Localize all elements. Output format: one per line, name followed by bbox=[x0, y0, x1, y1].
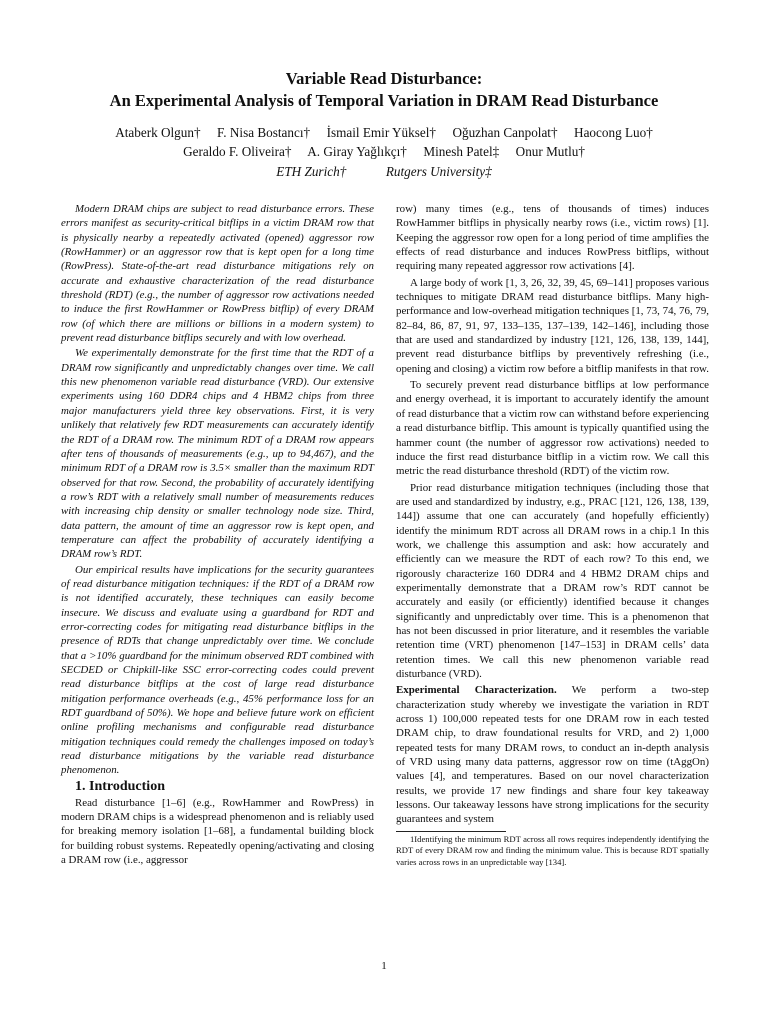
body-paragraph: To securely prevent read disturbance bitflips at low performance and energy overhead, it is important to accurately identify the amount of read disturbance that a victim row can withstand before experiencing a read disturbance bitflip. This amount is typically quantified using the hammer count (the number of aggressor row activations) needed to induce the first read disturbance bitflip in a victim row. We call this metric the read disturbance threshold (RDT) of the victim row. bbox=[396, 379, 709, 478]
paragraph-text: We perform a two-step characterization study whereby we investigate the variation in RDT across 1) 100,000 repeated tests for one DRAM row in each tested DRAM chip, to draw foundational results for VRD, and 2) 1,000 repeated tests for many DRAM rows, to conduct an in-depth analysis of VRD using many data patterns, aggressor row on time (tAggOn) values [4], and temperatures. Based on our novel characterization results, we provide 17 new findings and share four key takeaway lessons. Our takeaway lessons have strong implications for the security guarantees and system bbox=[396, 684, 709, 826]
abstract bbox=[61, 202, 374, 778]
body-paragraph: A large body of work [1, 3, 26, 32, 39, 45, 69–141] proposes various techniques to mitigate DRAM read disturbance bitflips. Many high-performance and low-overhead mitigation techniques [1, 73, 74, 76, 79, 82–84, 86, 87, 91, 97, 133–135, 137–139, 142–146], including those that are used and standardized by industry [121, 126, 138, 139, 144], prevent read disturbance bitflips by preventively refreshing (i.e., opening and closing) a victim row before a bitflip manifests in that row. bbox=[396, 276, 709, 375]
footnote: 1Identifying the minimum RDT across all rows requires independently identifying the RDT of every DRAM row and finding the minimum value. This is because RDT spatially varies across rows in an unpredictable way [134]. bbox=[396, 833, 709, 867]
abstract-paragraph: Modern DRAM chips are subject to read disturbance errors. These errors manifest as security-critical bitflips in a victim DRAM row that is physically nearby a repeatedly activated (opened) aggressor row (RowHammer) or an aggressor row that is kept open for a long time (RowPress). State-of-the-art read disturbance mitigations rely on accurate and exhaustive characterization of the read disturbance threshold (RDT) (e.g., the number of aggressor row activations needed to induce the first RowHammer or RowPress bitflip) of every DRAM row (of which there are millions or billions in a modern system) to prevent read disturbance bitflips securely and with low overhead. bbox=[61, 203, 374, 345]
affiliations: ETH Zurich† Rutgers University‡ bbox=[276, 164, 492, 179]
left-column bbox=[61, 202, 374, 867]
author-list-line-1: Ataberk Olgun† F. Nisa Bostancı† İsmail Emir Yüksel† Oğuzhan Canpolat† Haocong Luo† bbox=[115, 125, 653, 140]
paper-title-line-1: Variable Read Disturbance: bbox=[285, 69, 483, 88]
body-paragraph: row) many times (e.g., tens of thousands of times) induces RowHammer bitflips in physically nearby rows (i.e., victim rows) [1]. Keeping the aggressor row open for a long period of time amplifies the effects of read disturbance and induces RowPress bitflips, without requiring many repeated aggressor row activations [4]. bbox=[396, 203, 709, 273]
section-heading-introduction: 1. Introduction bbox=[75, 778, 165, 794]
run-in-heading: Experimental Characterization. bbox=[396, 684, 557, 697]
footnote-rule bbox=[396, 831, 506, 832]
page-number: 1 bbox=[381, 960, 387, 972]
body-paragraph: Prior read disturbance mitigation techniques (including those that are used and standardized by industry, e.g., PRAC [121, 126, 138, 139, 144]) assume that one can accurately (and hopefully efficiently) identify the minimum RDT across all DRAM rows in a chip.1 In this work, we challenge this assumption and ask: how accurately and efficiently can we measure the RDT of each row? To this end, we rigorously characterize 160 DDR4 and 4 HBM2 DRAM chips and experimentally demonstrate that a DRAM row’s RDT cannot be accurately and easily (or efficiently) identified because it changes significantly and unpredictably over time. This is a phenomenon that has not been discussed in prior literature, and it resembles the variable retention time (VRT) phenomenon [147–153] in DRAM cells’ data retention times. We call this new phenomenon variable read disturbance (VRD). bbox=[396, 481, 709, 680]
author-list-line-2: Geraldo F. Oliveira† A. Giray Yağlıkçı† Minesh Patel‡ Onur Mutlu† bbox=[183, 144, 585, 159]
experimental-characterization-paragraph bbox=[396, 683, 709, 826]
abstract-paragraph: Our empirical results have implications for the security guarantees of read disturbance mitigation techniques: if the RDT of a DRAM row is not identified accurately, these techniques can easily become insecure. We discuss and evaluate using a guardband for RDT and error-correcting codes for mitigating read disturbance bitflips in the presence of RDTs that change unpredictably over time. We conclude that a >10% guardband for the minimum observed RDT combined with SECDED or Chipkill-like SSC error-correcting codes could prevent read disturbance bitflips at the cost of large read disturbance mitigation performance overheads (e.g., 45% performance loss for an RDT guardband of 50%). We hope and believe future work on efficient online profiling mechanisms and configurable read disturbance mitigation techniques could remedy the challenges imposed on today’s read disturbance mitigations by the variable read disturbance phenomenon. bbox=[61, 563, 374, 777]
abstract-paragraph: We experimentally demonstrate for the first time that the RDT of a DRAM row significantly and unpredictably changes over time. We call this new phenomenon variable read disturbance (VRD). Our extensive experiments using 160 DDR4 chips and 4 HBM2 chips from three major manufacturers yield three key observations. First, it is very unlikely that relatively few RDT measurements can accurately identify the RDT of a DRAM row. The minimum RDT of a DRAM row appears after tens of thousands of measurements (e.g., up to 94,467), and the minimum RDT of a DRAM row is 3.5× smaller than the maximum RDT observed for that row. Second, the probability of accurately identifying a row’s RDT with a relatively small number of measurements reduces with increasing chip density or smaller technology node size. Third, data pattern, the amount of time an aggressor row is kept open, and temperature can affect the probability of accurately identifying a DRAM row’s RDT. bbox=[61, 347, 374, 561]
intro-paragraph: Read disturbance [1–6] (e.g., RowHammer and RowPress) in modern DRAM chips is a widespread phenomenon and is reliably used for breaking memory isolation [1–68], a fundamental building block for building robust systems. Repeatedly opening/activating and closing a DRAM row (i.e., aggressor bbox=[61, 796, 374, 867]
right-column bbox=[396, 202, 709, 868]
paper-title-line-2: An Experimental Analysis of Temporal Variation in DRAM Read Disturbance bbox=[109, 91, 659, 110]
